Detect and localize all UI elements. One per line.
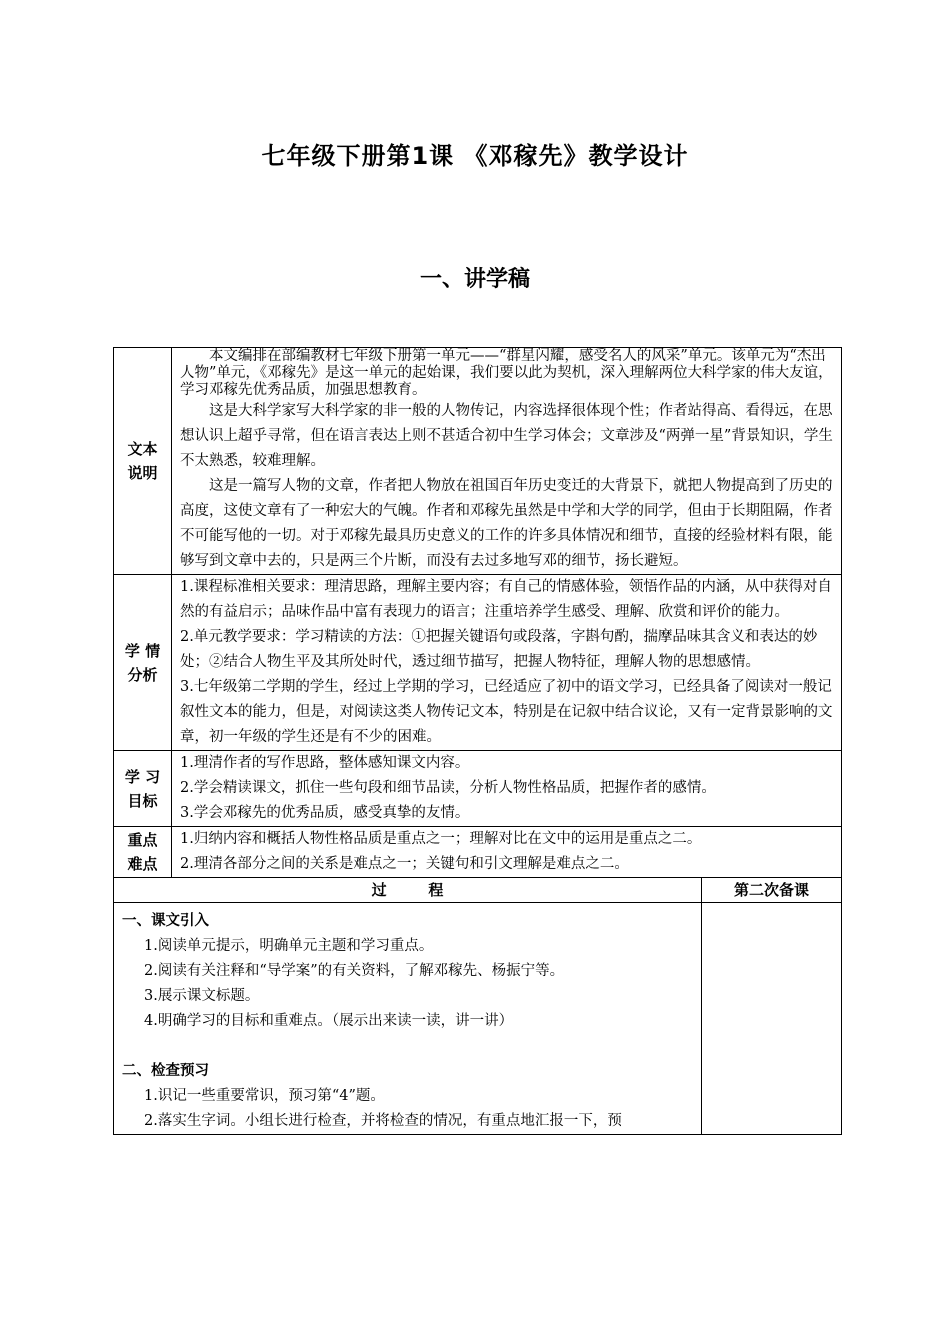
second-prep-header: 第二次备课 [702, 878, 842, 903]
row-label-analysis [114, 575, 172, 751]
process-section-title: 一、课文引入 [122, 913, 209, 929]
label-line: 学 情 [124, 641, 161, 660]
process-body-row [114, 903, 842, 1135]
analysis-item: 3.七年级第二学期的学生，经过上学期的学习，已经适应了初中的语文学习，已经具备了阅读对一般记叙性文本的能力，但是，对阅读这类人物传记文本，特别是在记叙中结合议论，又有一定背景影响的文章，初一年级的学生还是有不少的困难。 [180, 679, 833, 745]
key-points-row [114, 827, 842, 878]
analysis-item: 1.课程标准相关要求：理清思路，理解主要内容；有自己的情感体验，领悟作品的内涵，从中获得对自然的有益启示；品味作品中富有表现力的语言；注重培养学生感受、理解、欣赏和评价的能力。 [180, 579, 832, 620]
text-description-content [172, 348, 842, 575]
row-label-text [114, 348, 172, 575]
goal-item: 2.学会精读课文，抓住一些句段和细节品读，分析人物性格品质，把握作者的感情。 [180, 780, 716, 796]
section-title: 一、讲学稿 [419, 267, 530, 292]
process-item: 3.展示课文标题。 [144, 988, 260, 1004]
keypoint-item: 2.理清各部分之间的关系是难点之一；关键句和引文理解是难点之二。 [180, 856, 629, 872]
process-section-title: 二、检查预习 [122, 1063, 209, 1079]
key-points-content [172, 827, 842, 878]
analysis-item: 2.单元教学要求：学习精读的方法：①把握关键语句或段落，字斟句酌，揣摩品味其含义和表达的妙处；②结合人物生平及其所处时代，透过细节描写，把握人物特征，理解人物的思想感情。 [180, 629, 818, 670]
second-prep-content [702, 903, 842, 1135]
goal-item: 1.理清作者的写作思路，整体感知课文内容。 [180, 755, 470, 771]
learning-goals-content [172, 751, 842, 827]
learning-goals-row [114, 751, 842, 827]
text-description-row [114, 348, 842, 575]
spacer [122, 1034, 693, 1059]
label-line: 目标 [127, 791, 158, 810]
row-label-keypoints [114, 827, 172, 878]
label-line: 分析 [127, 665, 158, 684]
process-header: 过 程 [114, 878, 702, 903]
paragraph: 这是大科学家写大科学家的非一般的人物传记，内容选择很体现个性；作者站得高、看得远，在思想认识上超乎寻常，但在语言表达上则不甚适合初中生学习体会；文章涉及“两弹一星”背景知识，学生不太熟悉，较难理解。 [180, 403, 833, 469]
process-item: 2.阅读有关注释和“导学案”的有关资料，了解邓稼先、杨振宁等。 [144, 963, 565, 979]
process-item: 2.落实生字词。小组长进行检查，并将检查的情况，有重点地汇报一下，预 [144, 1113, 622, 1129]
process-content [114, 903, 702, 1135]
learner-analysis-row [114, 575, 842, 751]
lesson-plan-table [113, 347, 842, 1135]
goal-item: 3.学会邓稼先的优秀品质，感受真挚的友情。 [180, 805, 470, 821]
label-line: 说明 [127, 464, 158, 482]
process-item: 4.明确学习的目标和重难点。（展示出来读一读，讲一讲） [144, 1013, 514, 1029]
label-line: 重点 [127, 831, 158, 849]
row-label-goals [114, 751, 172, 827]
label-line: 文本 [127, 440, 158, 458]
paragraph: 本文编排在部编教材七年级下册第一单元——“群星闪耀，感受名人的风采”单元。该单元为“杰出人物”单元，《邓稼先》是这一单元的起始课，我们要以此为契机，深入理解两位大科学家的伟大友谊，学习邓稼先优秀品质，加强思想教育。 [180, 348, 833, 398]
paragraph: 这是一篇写人物的文章，作者把人物放在祖国百年历史变迁的大背景下，就把人物提高到了历史的高度，这使文章有了一种宏大的气魄。作者和邓稼先虽然是中学和大学的同学，但由于长期阻隔，作者不可能写他的一切。对于邓稼先最具历史意义的工作的许多具体情况和细节，直接的经验材料有限，能够写到文章中去的，只是两三个片断，而没有去过多地写邓的细节，扬长避短。 [180, 478, 833, 569]
label-line: 学 习 [124, 767, 161, 786]
label-line: 难点 [127, 855, 158, 873]
process-item: 1.识记一些重要常识，预习第“4”题。 [144, 1088, 385, 1104]
learner-analysis-content [172, 575, 842, 751]
process-header-row [114, 878, 842, 903]
document-title: 七年级下册第1课 《邓稼先》教学设计 [261, 142, 689, 170]
process-item: 1.阅读单元提示，明确单元主题和学习重点。 [144, 938, 434, 954]
keypoint-item: 1.归纳内容和概括人物性格品质是重点之一；理解对比在文中的运用是重点之二。 [180, 831, 702, 847]
